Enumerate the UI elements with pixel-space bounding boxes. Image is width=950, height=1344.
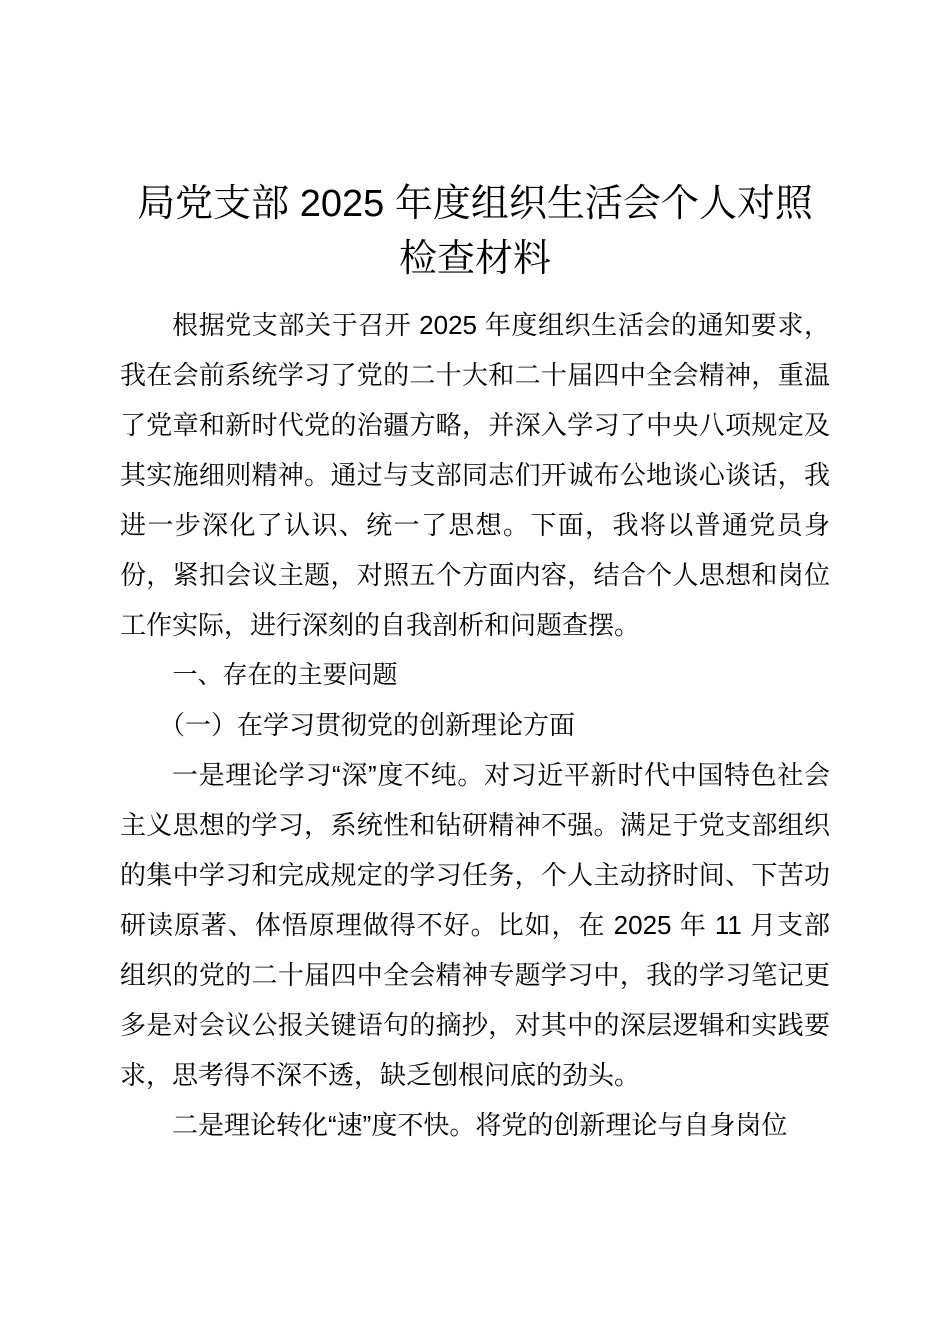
document-title: 局党支部 2025 年度组织生活会个人对照检查材料 xyxy=(137,183,813,280)
problem-point-2-paragraph: 二是理论转化“速”度不快。将党的创新理论与自身岗位 xyxy=(172,1110,788,1140)
intro-paragraph: 根据党支部关于召开 2025 年度组织生活会的通知要求，我在会前系统学习了党的二十大和二十届四中全会精神，重温了党章和新时代党的治疆方略，并深入学习了中央八项规定及其实施细则精神。通过与支部同志们开诚布公地谈心谈话，我进一步深化了认识、统一了思想。下面，我将以普通党员身份，紧扣会议主题，对照五个方面内容，结合个人思想和岗位工作实际，进行深刻的自我剖析和问题查摆。 xyxy=(120,310,830,640)
section-1-1-heading: （一）在学习贯彻党的创新理论方面 xyxy=(159,710,576,740)
problem-point-1-paragraph: 一是理论学习“深”度不纯。对习近平新时代中国特色社会主义思想的学习，系统性和钻研精神不强。满足于党支部组织的集中学习和完成规定的学习任务，个人主动挤时间、下苦功研读原著、体悟原理做得不好。比如，在 2025 年 11 月支部组织的党的二十届四中全会精神专题学习中，我的学习笔记更多是对会议公报关键语句的摘抄，对其中的深层逻辑和实践要求，思考得不深不透，缺乏刨根问底的劲头。 xyxy=(120,760,830,1090)
section-1-heading: 一、存在的主要问题 xyxy=(172,661,398,689)
